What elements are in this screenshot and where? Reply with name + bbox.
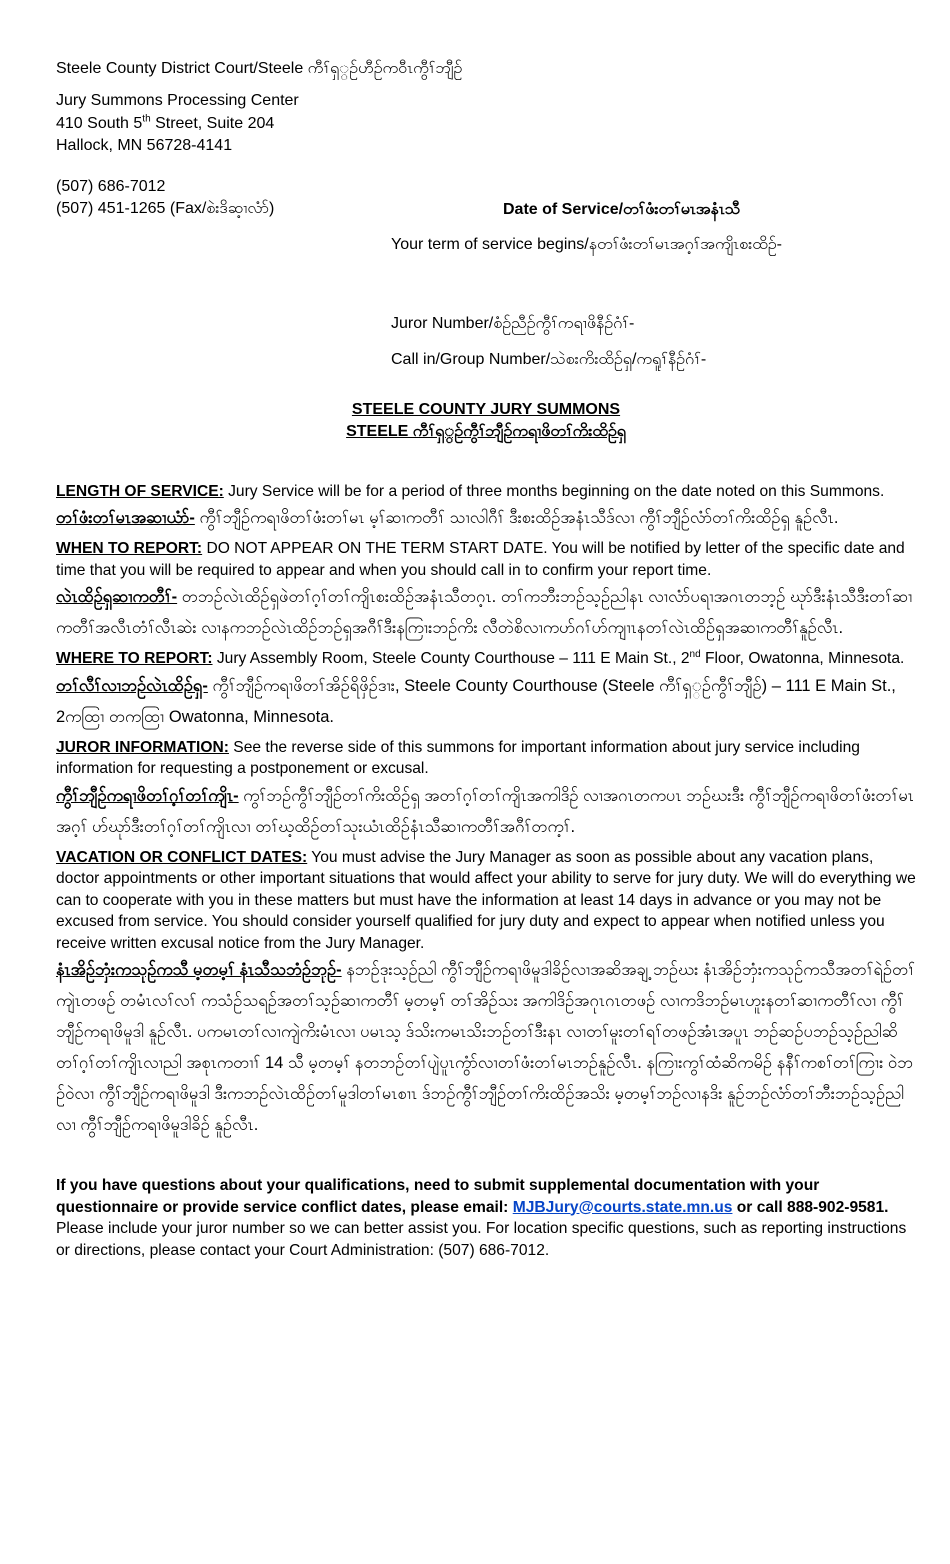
phone-call-text: or call 888-902-9581.: [732, 1198, 889, 1216]
phone-number: (507) 686-7012: [56, 177, 166, 195]
section-body: တဘဉ်လဲၤထိဉ်ရှဖဲတၢ်ဂ့ၢ်တၢ်ကျိၤစးထိဉ်အနံၤသီတဂ့ၤ. တၢ်ကဘီးဘဉ်သ့ဉ်ညါနၤ လၢလံာ်ပရၢအဂၤတဘ့ဉ် ဃုာ်ဒီးနံၤသီဒီးတၢ်ဆၢကတီၢ်အလီၤတံၢ်လီၤဆဲး လၢနကဘဉ်လဲၤထိဉ်ဘဉ်ရှအဂီၢ်ဒီးနကြၢးဘဉ်ကိး လီတဲစိလၢကဟ်ဂၢ်ဟ်ကျၢၤနတၢ်လဲၤထိဉ်ရှအဆၢကတီၢ်နူဉ်လီၤ.: [56, 588, 913, 637]
section-body: You must advise the Jury Manager as soon as possible about any vacation plans, doctor appointments or other important situations that would affect your ability to serve for jury duty. We will do everything we can to cooperate with you in these matters but must have the information at least 14 days in advance or you may not be excused from service. You should consider yourself qualified for jury duty and expect to appear when notified unless you receive written excusal notice from the Jury Manager.: [56, 848, 916, 952]
section-karen: [56, 582, 916, 644]
document-page: [56, 58, 916, 1261]
processing-center: Jury Summons Processing Center: [56, 92, 299, 109]
contact-paragraph: [56, 1175, 916, 1261]
section-body: See the reverse side of this summons for important information about jury service including information for requesting a postponement or excusal.: [56, 738, 860, 777]
section-karen: [56, 503, 916, 534]
title-english: STEELE COUNTY JURY SUMMONS: [351, 400, 621, 418]
contact-plain-text: Please include your juror number so we can better assist you. For location specific questions, such as reporting instructions or directions, please contact your Court Administration: (507) 686-7012.: [56, 1220, 907, 1259]
call-in-group-label: Call in/Group Number/သဲစးကိးထိဉ်ရှ/ကရူၢ်နီဉ်ဂံၢ်-: [391, 350, 707, 368]
section-heading: WHERE TO REPORT:: [56, 650, 213, 667]
section-english: [56, 538, 916, 581]
city-state-zip: Hallock, MN 56728-4141: [56, 137, 233, 154]
section-english: [56, 481, 916, 503]
section-vacation-conflict: [56, 847, 916, 1142]
email-link[interactable]: MJBJury@courts.state.mn.us: [512, 1198, 733, 1216]
section-body: ကွၢ်ဘဉ်ကွီၢ်ဘျီဉ်တၢ်ကိးထိဉ်ရှ အတၢ်ဂ့ၢ်တၢ်ကျိၤအကါဒိဉ် လၢအဂၤတကပၤ ဘဉ်ဃးဒီး ကွီၢ်ဘျီဉ်ကရၢဖိတၢ်ဖံးတၢ်မၤအဂ့ၢ် ဟ်ဃုာ်ဒီးတၢ်ဂ့ၢ်တၢ်ကျိၤလၢ တၢ်ဃ့ထိဉ်တၢ်သုးယံၤထိဉ်နံၤသီဆၢကတီၢ်အဂီၢ်တက့ၢ်.: [56, 786, 914, 836]
section-english: [56, 847, 916, 955]
section-karen: [56, 671, 916, 733]
street-suffix: th: [142, 113, 151, 125]
section-heading: ကွီၢ်ဘျီဉ်ကရၢဖိတၢ်ဂ့ၢ်တၢ်ကျိၤ-: [56, 786, 239, 805]
section-heading: တၢ်ဖံးတၢ်မၤအဆၢယံာ်-: [56, 509, 195, 527]
section-heading: လဲၤထိဉ်ရှဆၢကတီၢ်-: [56, 588, 178, 606]
section-body: ကွီၢ်ဘျီဉ်ကရၢဖိတၢ်ဖံးတၢ်မၤ မ့ၢ်ဆၢကတီၢ် သၢလါဂီၢ် ဒီးစးထိဉ်အနံၤသီဒ်လၢ ကွီၢ်ဘျီဉ်လံာ်တၢ်ကိးထိဉ်ရှ နူဉ်လီၤ.: [194, 509, 839, 527]
summons-title: [56, 399, 916, 443]
address-block: [56, 90, 916, 158]
section-heading: တၢ်လီၢ်လၢဘဉ်လဲၤထိဉ်ရှ-: [56, 676, 208, 695]
section-heading: JUROR INFORMATION:: [56, 738, 229, 756]
fax-number: (507) 451-1265 (Fax/စဲးဒိဆ့ၢလံာ်): [56, 199, 275, 217]
section-body: Jury Service will be for a period of three months beginning on the date noted on this Summons.: [223, 482, 885, 500]
section-karen: [56, 955, 916, 1141]
section-body: Jury Assembly Room, Steele County Courthouse – 111 E Main St., 2: [212, 650, 690, 667]
section-english: [56, 737, 916, 780]
section-body-end: Floor, Owatonna, Minnesota.: [700, 650, 905, 667]
section-body: DO NOT APPEAR ON THE TERM START DATE. You will be notified by letter of the specific date and time that you will be required to appear and when you should call in to confirm your report time.: [56, 540, 905, 579]
section-body: နဘဉ်ဒုးသ့ဉ်ညါ ကွီၢ်ဘျီဉ်ကရၢဖိမူဒါခိဉ်လၢအဆိအချ့ ဘဉ်ဃး နံၤအိဉ်ဘှံးကသုဉ်ကသီအတၢ်ရဲဉ်တၢ်ကျဲၤတဖဉ် တမံၤလၢ်လၢ် ကသံဉ်သရဉ်အတၢ်သ့ဉ်ဆၢကတီၢ် မ့တမ့ၢ် တၢ်အိဉ်သး အကါဒိဉ်အဂုၤဂၤတဖဉ် လၢကဒိဘဉ်မၤဟူးနတၢ်ဆၢကတီၢ်လၢ ကွီၢ်ဘျီဉ်ကရၢဖိမူဒါ နူဉ်လီၤ. ပကမၤတၢ်လၢကျဲကိးမံၤလၢ ပမၤသ့ ဒ်သိးကမၤသိးဘဉ်တၢ်ဒီးနၤ လၢတၢ်မူးတၢ်ရၢ်တဖဉ်အံၤအပူၤ ဘဉ်ဆဉ်ပဘဉ်သ့ဉ်ညါဆိတၢ်ဂ့ၢ်တၢ်ကျိၤလၢညါ အစုၤကတၢၢ် 14 သီ မ့တမ့ၢ် နတဘဉ်တၢ်ပျဲပူၤကွံာ်လၢတၢ်ဖံးတၢ်မၤဘဉ်နူဉ်လီၤ. နကြၢးကွၢ်ထံဆိကမိဉ် နနီၢ်ကစၢ်တၢ်ကြၢး ဝဲဘဉ်ဝဲလၢ ကွီၢ်ဘျီဉ်ကရၢဖိမူဒါ ဒီးကဘဉ်လဲၤထိဉ်တၢ်မူဒါတၢ်မၤစၢၤ ဒ်ဘဉ်ကွီၢ်ဘျီဉ်တၢ်ကိးထိဉ်အသိး မ့တမ့ၢ်ဘဉ်လၢနဒိး နူဉ်ဘဉ်လံာ်တၢ်ဘီးဘဉ်သ့ဉ်ညါလၢ ကွီၢ်ဘျီဉ်ကရၢဖိမူဒါခိဉ် နူဉ်လီၤ.: [56, 961, 916, 1134]
section-english: [56, 648, 916, 670]
section-heading: LENGTH OF SERVICE:: [56, 482, 224, 500]
section-heading: WHEN TO REPORT:: [56, 540, 203, 557]
section-body: ကွီၢ်ဘျီဉ်ကရၢဖိတၢ်အိဉ်ရိဖှိဉ်ဒၢး, Steele County Courthouse (Steele ကီၢ်ရှ္ဉ်ကွီၢ်ဘျီဉ်) – 111 E Main St., 2ကထြၢ တကထြၢ Owatonna, Minnesota.: [56, 676, 896, 726]
term-begins-label: Your term of service begins/နတၢ်ဖံးတၢ်မၤအဂ့ၢ်အကျိၤစးထိဉ်-: [391, 235, 782, 253]
street-number: 410 South 5: [56, 114, 143, 132]
section-length-of-service: [56, 481, 916, 535]
fax-row: [56, 198, 916, 222]
date-of-service-label: Date of Service/တၢ်ဖံးတၢ်မၤအနံၤသီ: [503, 200, 741, 218]
section-heading: VACATION OR CONFLICT DATES:: [56, 848, 308, 866]
section-juror-information: [56, 737, 916, 843]
section-when-to-report: [56, 538, 916, 644]
section-where-to-report: [56, 648, 916, 733]
street-address: [56, 113, 916, 136]
contact-bold-text: If you have questions about your qualifications, need to submit supplemental documentation with your questionnaire or provide service conflict dates, please email:: [56, 1177, 820, 1216]
title-karen: STEELE ကီၢ်ရှ္ဉ်ကွီၢ်ဘျီဉ်ကရၢဖိတၢ်ကိးထိဉ်ရှ: [346, 422, 626, 440]
court-name: Steele County District Court/Steele ကီၢ်ရှ္ဉ်ဟီဉ်ကဝီၤကွီၢ်ဘျီဉ်: [56, 60, 463, 77]
section-karen: [56, 781, 916, 843]
juror-number-label: Juror Number/စံဉ်ညီဉ်ကွီၢ်ကရၢဖိနီဉ်ဂံၢ်-: [391, 314, 635, 332]
street-rest: Street, Suite 204: [150, 114, 275, 132]
summons-sections: [56, 481, 916, 1142]
section-heading: နံၤအိဉ်ဘှံးကသုဉ်ကသီ မ့တမ့ၢ် နံၤသီသဘံဉ်ဘုဉ်-: [56, 961, 342, 979]
floor-suffix: nd: [689, 648, 701, 660]
